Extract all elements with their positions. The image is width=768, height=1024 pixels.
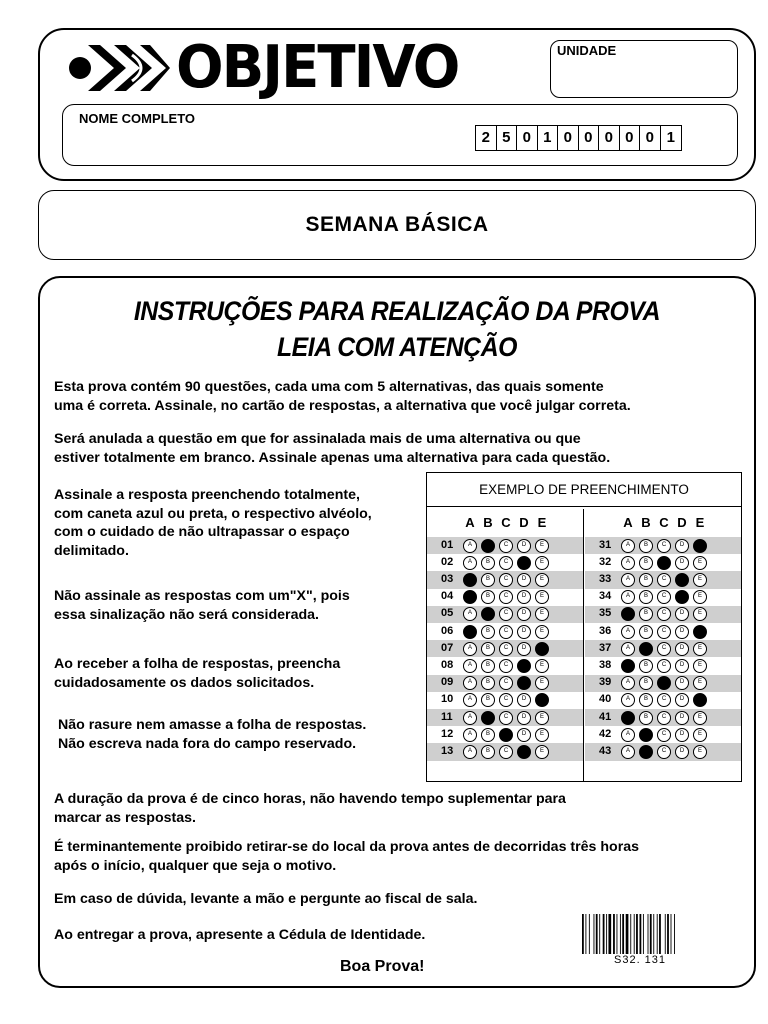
empty-bubble: A <box>463 745 477 759</box>
empty-bubble: E <box>535 711 549 725</box>
empty-bubble: C <box>657 642 671 656</box>
option-letter: B <box>641 515 651 530</box>
paragraph-line: marcar as respostas. <box>54 809 196 826</box>
empty-bubble: A <box>621 556 635 570</box>
empty-bubble: E <box>693 573 707 587</box>
registration-number <box>475 125 682 151</box>
empty-bubble: B <box>639 676 653 690</box>
fill-example-row <box>585 657 741 674</box>
empty-bubble: E <box>535 556 549 570</box>
empty-bubble: A <box>621 676 635 690</box>
question-number: 09 <box>441 676 454 689</box>
paragraph-line: Será anulada a questão em que for assinalada mais de uma alternativa ou que <box>54 431 581 447</box>
fill-example-row <box>585 571 741 588</box>
barcode-bar <box>650 914 652 954</box>
empty-bubble: B <box>481 556 495 570</box>
fill-example-title: EXEMPLO DE PREENCHIMENTO <box>427 473 741 507</box>
paragraph-line: após o início, qualquer que seja o motivo. <box>54 857 337 874</box>
empty-bubble: E <box>535 573 549 587</box>
barcode-bar <box>630 914 631 954</box>
empty-bubble: C <box>657 590 671 604</box>
empty-bubble: A <box>463 676 477 690</box>
empty-bubble: B <box>639 711 653 725</box>
empty-bubble: C <box>499 590 513 604</box>
empty-bubble: A <box>463 728 477 742</box>
closing-text: Boa Prova! <box>340 958 425 975</box>
barcode-bar <box>636 914 638 954</box>
empty-bubble: E <box>535 590 549 604</box>
barcode-bar <box>643 914 644 954</box>
filled-bubble <box>621 607 635 621</box>
barcode-bar <box>582 914 584 954</box>
fill-example-row <box>427 640 583 657</box>
question-number: 31 <box>599 538 612 551</box>
empty-bubble: A <box>463 693 477 707</box>
barcode-bar <box>599 914 600 954</box>
filled-bubble <box>535 693 549 707</box>
empty-bubble: A <box>463 659 477 673</box>
question-number: 34 <box>599 590 612 603</box>
fill-example-row <box>427 675 583 692</box>
fill-example-row <box>427 571 583 588</box>
paragraph-receive <box>54 655 340 692</box>
empty-bubble: B <box>481 693 495 707</box>
filled-bubble <box>639 745 653 759</box>
empty-bubble: A <box>463 539 477 553</box>
empty-bubble: B <box>481 590 495 604</box>
barcode-bar <box>653 914 654 954</box>
empty-bubble: E <box>535 745 549 759</box>
question-number: 42 <box>599 727 612 740</box>
filled-bubble <box>675 573 689 587</box>
barcode-bar <box>665 914 666 954</box>
empty-bubble: A <box>621 573 635 587</box>
fill-example-row <box>585 675 741 692</box>
filled-bubble <box>693 625 707 639</box>
instructions-subtitle: LEIA COM ATENÇÃO <box>276 332 518 362</box>
digit: 2 <box>476 126 497 150</box>
unidade-field[interactable] <box>550 40 738 98</box>
barcode-bar <box>671 914 672 954</box>
empty-bubble: A <box>621 745 635 759</box>
empty-bubble: D <box>675 659 689 673</box>
digit: 0 <box>640 126 661 150</box>
empty-bubble: A <box>463 607 477 621</box>
empty-bubble: E <box>535 625 549 639</box>
barcode-bar <box>667 914 669 954</box>
objetivo-logo <box>62 33 459 102</box>
filled-bubble <box>481 539 495 553</box>
empty-bubble: D <box>517 711 531 725</box>
option-letter: D <box>519 515 529 530</box>
paragraph-line: Esta prova contém 90 questões, cada uma com 5 alternativas, das quais somente <box>54 379 604 395</box>
paragraph-doubt: Em caso de dúvida, levante a mão e pergunte ao fiscal de sala. <box>54 891 478 907</box>
digit: 1 <box>538 126 559 150</box>
empty-bubble: B <box>639 659 653 673</box>
fill-example-row <box>427 743 583 760</box>
logo-text: OBJETIVO <box>176 33 459 102</box>
barcode-bar <box>594 914 595 954</box>
empty-bubble: C <box>499 711 513 725</box>
empty-bubble: C <box>657 659 671 673</box>
empty-bubble: B <box>639 573 653 587</box>
option-letter: E <box>537 515 547 530</box>
option-letter: C <box>501 515 511 530</box>
paragraph-line: Não escreva nada fora do campo reservado. <box>58 735 357 752</box>
barcode-bar <box>659 914 661 954</box>
paragraph-no-x <box>54 587 350 624</box>
paragraph-line: Não rasure nem amasse a folha de respostas. <box>58 717 367 733</box>
empty-bubble: B <box>639 539 653 553</box>
filled-bubble <box>517 676 531 690</box>
empty-bubble: C <box>499 693 513 707</box>
filled-bubble <box>693 539 707 553</box>
option-letter: E <box>695 515 705 530</box>
question-number: 07 <box>441 641 454 654</box>
empty-bubble: D <box>675 745 689 759</box>
digit: 0 <box>517 126 538 150</box>
empty-bubble: D <box>675 642 689 656</box>
empty-bubble: E <box>693 607 707 621</box>
paragraph-line: delimitado. <box>54 542 129 559</box>
paragraph-duration <box>54 790 566 827</box>
filled-bubble <box>499 728 513 742</box>
paragraph-line: Assinale a resposta preenchendo totalmente, <box>54 487 360 503</box>
question-number: 04 <box>441 590 454 603</box>
empty-bubble: C <box>499 556 513 570</box>
digit: 0 <box>599 126 620 150</box>
empty-bubble: B <box>481 676 495 690</box>
fill-example-row <box>585 554 741 571</box>
barcode-number: S32. 131 <box>614 954 667 966</box>
empty-bubble: A <box>621 728 635 742</box>
digit: 0 <box>558 126 579 150</box>
empty-bubble: C <box>657 539 671 553</box>
empty-bubble: C <box>657 607 671 621</box>
empty-bubble: B <box>639 625 653 639</box>
header-box <box>38 28 756 181</box>
question-number: 05 <box>441 607 454 620</box>
digit: 0 <box>620 126 641 150</box>
empty-bubble: C <box>499 607 513 621</box>
fill-example-row <box>427 537 583 554</box>
question-number: 02 <box>441 555 454 568</box>
empty-bubble: C <box>499 642 513 656</box>
fill-example-row <box>427 726 583 743</box>
unidade-label: UNIDADE <box>557 43 617 58</box>
fill-example-row <box>585 726 741 743</box>
empty-bubble: B <box>639 556 653 570</box>
fill-example-letters <box>585 513 742 533</box>
empty-bubble: B <box>639 693 653 707</box>
barcode-bar <box>657 914 658 954</box>
empty-bubble: A <box>621 539 635 553</box>
nome-completo-label: NOME COMPLETO <box>79 111 196 126</box>
question-number: 06 <box>441 624 454 637</box>
paragraph-annulment <box>54 430 610 467</box>
empty-bubble: C <box>499 573 513 587</box>
empty-bubble: A <box>621 693 635 707</box>
empty-bubble: B <box>481 642 495 656</box>
fill-example-row <box>427 589 583 606</box>
empty-bubble: D <box>517 590 531 604</box>
empty-bubble: C <box>657 573 671 587</box>
empty-bubble: D <box>517 573 531 587</box>
barcode-bar <box>622 914 624 954</box>
empty-bubble: E <box>693 728 707 742</box>
objetivo-logo-icon <box>62 37 172 99</box>
empty-bubble: A <box>621 590 635 604</box>
filled-bubble <box>481 711 495 725</box>
empty-bubble: C <box>499 676 513 690</box>
empty-bubble: D <box>517 625 531 639</box>
paragraph-line: É terminantemente proibido retirar-se do local da prova antes de decorridas três horas <box>54 839 640 855</box>
question-number: 12 <box>441 727 454 740</box>
empty-bubble: E <box>693 659 707 673</box>
paragraph-line: com caneta azul ou preta, o respectivo alvéolo, <box>54 505 372 522</box>
option-letter: A <box>623 515 633 530</box>
barcode-bar <box>589 914 590 954</box>
semana-title: SEMANA BÁSICA <box>305 213 489 236</box>
filled-bubble <box>693 693 707 707</box>
question-number: 36 <box>599 624 612 637</box>
question-number: 33 <box>599 572 612 585</box>
empty-bubble: A <box>463 642 477 656</box>
filled-bubble <box>621 659 635 673</box>
empty-bubble: B <box>639 607 653 621</box>
instructions-title: INSTRUÇÕES PARA REALIZAÇÃO DA PROVA <box>133 296 661 326</box>
question-number: 13 <box>441 744 454 757</box>
filled-bubble <box>675 590 689 604</box>
paragraph-line: cuidadosamente os dados solicitados. <box>54 674 315 691</box>
paragraph-line: Não assinale as respostas com um"X", pois <box>54 588 350 604</box>
empty-bubble: D <box>517 607 531 621</box>
option-letter: D <box>677 515 687 530</box>
barcode-bar <box>626 914 629 954</box>
paragraph-id: Ao entregar a prova, apresente a Cédula de Identidade. <box>54 927 426 943</box>
question-number: 32 <box>599 555 612 568</box>
empty-bubble: D <box>517 642 531 656</box>
digit: 1 <box>666 129 675 146</box>
empty-bubble: C <box>657 625 671 639</box>
fill-example-row <box>585 537 741 554</box>
empty-bubble: D <box>675 693 689 707</box>
empty-bubble: D <box>675 607 689 621</box>
empty-bubble: C <box>499 745 513 759</box>
empty-bubble: E <box>535 676 549 690</box>
fill-example-row <box>427 606 583 623</box>
empty-bubble: C <box>499 539 513 553</box>
barcode-icon <box>580 914 718 956</box>
paragraph-line: estiver totalmente em branco. Assinale apenas uma alternativa para cada questão. <box>54 449 611 466</box>
empty-bubble: C <box>657 711 671 725</box>
filled-bubble <box>517 659 531 673</box>
filled-bubble <box>639 642 653 656</box>
barcode-bar <box>585 914 586 954</box>
paragraph-line: A duração da prova é de cinco horas, não havendo tempo suplementar para <box>54 791 566 807</box>
digit: 0 <box>579 126 600 150</box>
semana-box <box>38 190 756 260</box>
paragraph-line: Ao receber a folha de respostas, preencha <box>54 656 341 672</box>
barcode-bar <box>674 914 675 954</box>
question-number: 39 <box>599 676 612 689</box>
empty-bubble: C <box>657 728 671 742</box>
question-number: 35 <box>599 607 612 620</box>
question-number: 01 <box>441 538 454 551</box>
empty-bubble: D <box>675 711 689 725</box>
paragraph-line: com o cuidado de não ultrapassar o espaço <box>54 524 350 540</box>
empty-bubble: E <box>693 590 707 604</box>
empty-bubble: E <box>693 676 707 690</box>
empty-bubble: A <box>621 642 635 656</box>
fill-example-table <box>426 472 742 782</box>
filled-bubble <box>481 607 495 621</box>
empty-bubble: E <box>535 607 549 621</box>
question-number: 11 <box>441 710 453 723</box>
filled-bubble <box>639 728 653 742</box>
question-number: 08 <box>441 658 454 671</box>
filled-bubble <box>657 556 671 570</box>
empty-bubble: D <box>517 539 531 553</box>
fill-example-row <box>585 640 741 657</box>
fill-example-row <box>585 623 741 640</box>
empty-bubble: D <box>675 556 689 570</box>
filled-bubble <box>657 676 671 690</box>
paragraph-line: uma é correta. Assinale, no cartão de respostas, a alternativa que você julgar correta. <box>54 397 631 414</box>
filled-bubble <box>463 625 477 639</box>
option-letter: B <box>483 515 493 530</box>
question-number: 40 <box>599 693 612 706</box>
option-letter: A <box>465 515 475 530</box>
nome-completo-field[interactable] <box>62 104 738 166</box>
fill-example-row <box>585 692 741 709</box>
filled-bubble <box>517 745 531 759</box>
question-number: 38 <box>599 658 612 671</box>
paragraph-line: essa sinalização não será considerada. <box>54 606 319 623</box>
fill-example-row <box>585 606 741 623</box>
fill-example-column-left <box>427 509 584 781</box>
question-number: 41 <box>599 710 612 723</box>
filled-bubble <box>535 642 549 656</box>
filled-bubble <box>621 711 635 725</box>
paragraph-fill <box>54 486 372 560</box>
fill-example-row <box>427 692 583 709</box>
empty-bubble: B <box>481 625 495 639</box>
empty-bubble: B <box>639 590 653 604</box>
question-number: 03 <box>441 572 454 585</box>
empty-bubble: C <box>499 625 513 639</box>
empty-bubble: B <box>481 728 495 742</box>
empty-bubble: C <box>657 745 671 759</box>
filled-bubble <box>517 556 531 570</box>
fill-example-row <box>427 623 583 640</box>
barcode-bar <box>596 914 598 954</box>
fill-example-row <box>427 709 583 726</box>
barcode-bar <box>608 914 611 954</box>
question-number: 43 <box>599 744 612 757</box>
empty-bubble: D <box>517 693 531 707</box>
fill-example-row <box>427 554 583 571</box>
empty-bubble: A <box>621 625 635 639</box>
question-number: 37 <box>599 641 612 654</box>
fill-example-row <box>585 589 741 606</box>
empty-bubble: A <box>463 556 477 570</box>
empty-bubble: D <box>675 539 689 553</box>
fill-example-letters <box>427 513 584 533</box>
empty-bubble: B <box>481 573 495 587</box>
filled-bubble <box>463 590 477 604</box>
empty-bubble: D <box>675 676 689 690</box>
empty-bubble: E <box>693 642 707 656</box>
empty-bubble: E <box>535 728 549 742</box>
empty-bubble: B <box>481 659 495 673</box>
fill-example-row <box>427 657 583 674</box>
barcode-bar <box>648 914 649 954</box>
empty-bubble: A <box>463 711 477 725</box>
fill-example-row <box>585 709 741 726</box>
empty-bubble: E <box>535 659 549 673</box>
instructions-box <box>38 276 756 988</box>
barcode-bar <box>617 914 618 954</box>
fill-example-row <box>585 743 741 760</box>
paragraph-prohibited <box>54 838 639 875</box>
empty-bubble: E <box>693 711 707 725</box>
barcode-bar <box>634 914 635 954</box>
empty-bubble: D <box>517 728 531 742</box>
digit: 5 <box>497 126 518 150</box>
paragraph-questions <box>54 378 631 415</box>
filled-bubble <box>463 573 477 587</box>
barcode-bar <box>613 914 615 954</box>
question-number: 10 <box>441 693 454 706</box>
empty-bubble: E <box>693 745 707 759</box>
barcode-bar <box>603 914 605 954</box>
empty-bubble: B <box>481 745 495 759</box>
barcode-bar <box>640 914 642 954</box>
barcode-bar <box>606 914 607 954</box>
paragraph-no-erase <box>58 716 366 753</box>
fill-example-column-right <box>585 509 742 781</box>
empty-bubble: D <box>675 728 689 742</box>
empty-bubble: D <box>675 625 689 639</box>
empty-bubble: E <box>535 539 549 553</box>
empty-bubble: E <box>693 556 707 570</box>
barcode-bar <box>620 914 621 954</box>
empty-bubble: C <box>657 693 671 707</box>
option-letter: C <box>659 515 669 530</box>
empty-bubble: C <box>499 659 513 673</box>
